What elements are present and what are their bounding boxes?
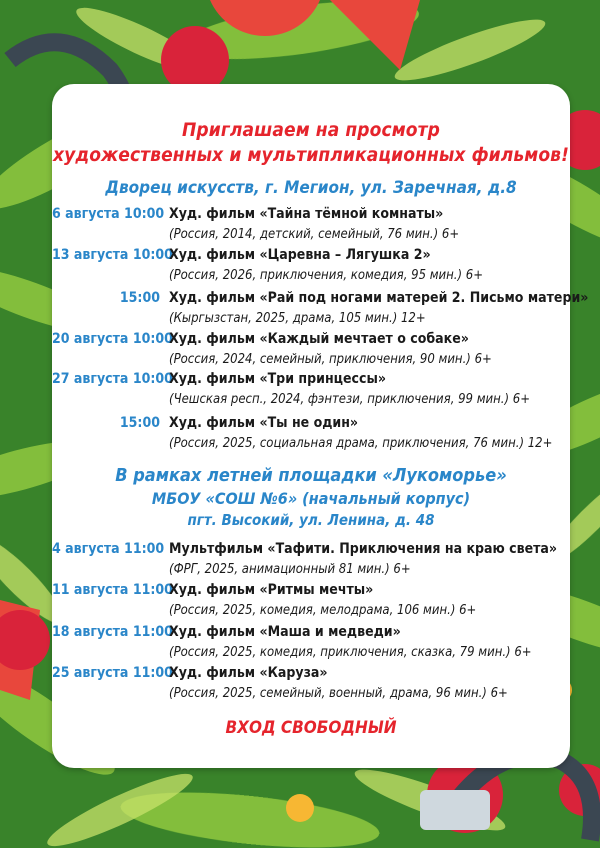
schedule-6-info: (Россия, 2025, социальная драма, приключения, 76 мин.) 12+ bbox=[169, 436, 553, 451]
schedule-1-film: Худ. фильм «Тайна тёмной комнаты» bbox=[169, 206, 444, 222]
schedule-9-info: (Россия, 2025, комедия, приключения, сказка, 79 мин.) 6+ bbox=[169, 645, 532, 660]
schedule-3-info: (Кыргызстан, 2025, драма, 105 мин.) 12+ bbox=[169, 311, 426, 326]
schedule-7-film: Мультфильм «Тафити. Приключения на краю света» bbox=[169, 541, 558, 557]
schedule-8-info: (Россия, 2025, комедия, мелодрама, 106 мин.) 6+ bbox=[169, 603, 477, 618]
schedule-6-film: Худ. фильм «Ты не один» bbox=[169, 415, 359, 431]
venue-1: Дворец искусств, г. Мегион, ул. Заречная, д.8 bbox=[105, 178, 517, 198]
venue-2-line-1: В рамках летней площадки «Лукоморье» bbox=[115, 465, 507, 486]
title-line-1: Приглашаем на просмотр bbox=[182, 119, 440, 141]
schedule-8-date: 11 августа 11:00 bbox=[52, 582, 173, 598]
schedule-5-date: 27 августа 10:00 bbox=[52, 371, 173, 387]
schedule-10-film: Худ. фильм «Каруза» bbox=[169, 665, 328, 681]
poster-content bbox=[52, 84, 589, 768]
schedule-7-date: 4 августа 11:00 bbox=[52, 541, 165, 557]
schedule-4-date: 20 августа 10:00 bbox=[52, 331, 173, 347]
schedule-6-date: 15:00 bbox=[119, 415, 160, 431]
schedule-7-info: (ФРГ, 2025, анимационный 81 мин.) 6+ bbox=[169, 562, 411, 577]
schedule-9-film: Худ. фильм «Маша и медведи» bbox=[169, 624, 401, 640]
free-entry-notice: ВХОД СВОБОДНЫЙ bbox=[225, 718, 397, 738]
schedule-4-info: (Россия, 2024, семейный, приключения, 90 мин.) 6+ bbox=[169, 352, 492, 367]
schedule-3-date: 15:00 bbox=[119, 290, 160, 306]
schedule-5-info: (Чешская респ., 2024, фэнтези, приключения, 99 мин.) 6+ bbox=[169, 392, 531, 407]
schedule-4-film: Худ. фильм «Каждый мечтает о собаке» bbox=[169, 331, 469, 347]
schedule-2-date: 13 августа 10:00 bbox=[52, 247, 173, 263]
schedule-3-film: Худ. фильм «Рай под ногами матерей 2. Письмо матери» bbox=[169, 290, 589, 306]
venue-2-line-3: пгт. Высокий, ул. Ленина, д. 48 bbox=[187, 511, 435, 529]
schedule-2-film: Худ. фильм «Царевна – Лягушка 2» bbox=[169, 247, 431, 263]
schedule-5-film: Худ. фильм «Три принцессы» bbox=[169, 371, 386, 387]
schedule-1-info: (Россия, 2014, детский, семейный, 76 мин.) 6+ bbox=[169, 227, 460, 242]
schedule-10-info: (Россия, 2025, семейный, военный, драма, 96 мин.) 6+ bbox=[169, 686, 508, 701]
schedule-10-date: 25 августа 11:00 bbox=[52, 665, 173, 681]
venue-2-line-2: МБОУ «СОШ №6» (начальный корпус) bbox=[151, 489, 471, 508]
title-line-2: художественных и мультипликационных фильмов! bbox=[53, 144, 569, 166]
schedule-9-date: 18 августа 11:00 bbox=[52, 624, 173, 640]
schedule-2-info: (Россия, 2026, приключения, комедия, 95 мин.) 6+ bbox=[169, 268, 484, 283]
schedule-1-date: 6 августа 10:00 bbox=[52, 206, 165, 222]
schedule-8-film: Худ. фильм «Ритмы мечты» bbox=[169, 582, 374, 598]
